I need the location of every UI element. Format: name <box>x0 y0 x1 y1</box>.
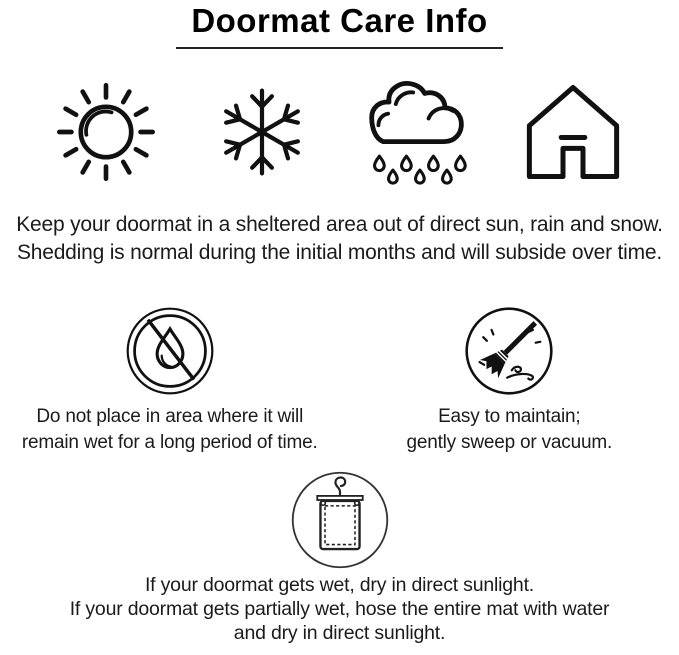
intro-line-1: Keep your doormat in a sheltered area out of direct sun, rain and snow. <box>16 213 663 237</box>
sweep-caption-line-2: gently sweep or vacuum. <box>406 432 613 454</box>
snowflake-icon <box>184 85 340 179</box>
care-tips-row <box>0 305 679 456</box>
intro-line-2: Shedding is normal during the initial months and will subside over time. <box>16 241 663 265</box>
no-water-icon <box>0 305 340 397</box>
drying-caption <box>0 573 679 645</box>
no-water-caption-line-1: Do not place in area where it will <box>36 406 304 428</box>
drying-tip <box>0 470 679 645</box>
sweep-caption <box>340 404 679 456</box>
no-water-caption-line-2: remain wet for a long period of time. <box>21 432 318 454</box>
broom-icon <box>340 305 679 397</box>
rain-cloud-icon <box>340 78 496 186</box>
drying-caption-line-1: If your doormat gets wet, dry in direct sunlight. <box>144 574 535 597</box>
intro-text <box>0 211 679 267</box>
sweep-caption-line-1: Easy to maintain; <box>438 406 581 428</box>
drying-caption-line-2: If your doormat gets partially wet, hose the entire mat with water <box>69 598 610 621</box>
tip-no-water <box>0 305 340 456</box>
tip-sweep <box>340 305 679 456</box>
header <box>0 0 679 49</box>
weather-icon-row <box>29 77 651 187</box>
hanging-mat-icon <box>0 470 679 570</box>
drying-caption-line-3: and dry in direct sunlight. <box>233 622 446 645</box>
sun-icon <box>29 76 185 188</box>
house-icon <box>495 82 651 182</box>
no-water-caption <box>0 404 340 456</box>
page-title: Doormat Care Info <box>176 3 502 49</box>
